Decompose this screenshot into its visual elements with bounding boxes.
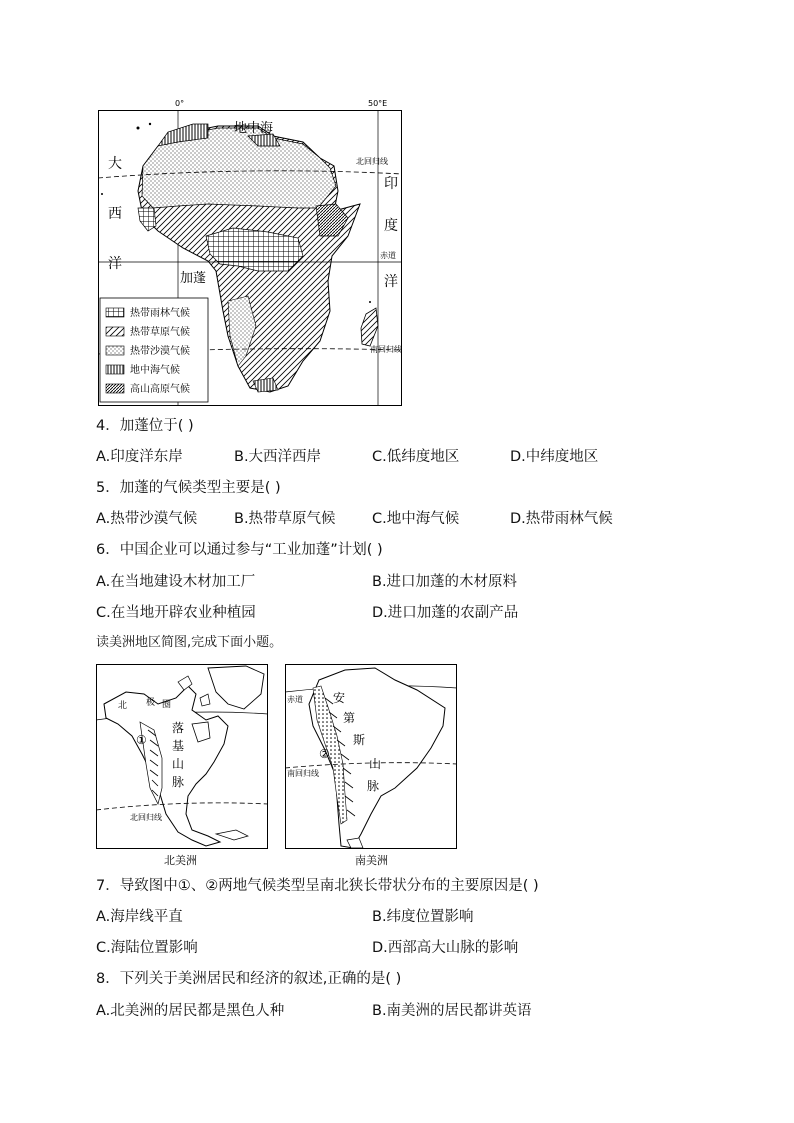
sa-equator-label: 赤道 bbox=[287, 695, 303, 704]
gabon-label: 加蓬 bbox=[180, 271, 207, 286]
q4-option-b[interactable]: B.大西洋西岸 bbox=[234, 449, 322, 465]
atlantic-char-2: 西 bbox=[108, 206, 122, 222]
q7-option-a[interactable]: A.海岸线平直 bbox=[96, 909, 183, 925]
tropic-south-label: 南回归线 bbox=[370, 345, 402, 354]
q5-option-a[interactable]: A.热带沙漠气候 bbox=[96, 511, 198, 527]
question-5-stem: 5．加蓬的气候类型主要是( ) bbox=[96, 480, 281, 496]
indian-char-1: 印 bbox=[384, 176, 398, 192]
q4-option-c[interactable]: C.低纬度地区 bbox=[372, 449, 460, 465]
legend-swatch-desert bbox=[106, 346, 124, 355]
north-america-map bbox=[96, 664, 268, 868]
lon-50-label: 50°E bbox=[368, 99, 388, 108]
sa-tropic-label: 南回归线 bbox=[287, 769, 319, 778]
na-caption: 北美洲 bbox=[164, 854, 197, 867]
legend-rainforest: 热带雨林气候 bbox=[130, 308, 190, 319]
arctic-char-1: 北 bbox=[118, 701, 128, 711]
indian-char-3: 洋 bbox=[384, 274, 398, 290]
question-8-stem: 8．下列关于美洲居民和经济的叙述,正确的是( ) bbox=[96, 971, 402, 987]
rocky-char-2: 基 bbox=[172, 739, 185, 753]
q5-option-b[interactable]: B.热带草原气候 bbox=[234, 511, 336, 527]
sa-caption: 南美洲 bbox=[355, 854, 388, 867]
q5-option-d[interactable]: D.热带雨林气候 bbox=[510, 511, 613, 527]
legend-mediterranean: 地中海气候 bbox=[130, 365, 180, 376]
legend-swatch-mediterranean bbox=[106, 365, 124, 374]
legend-desert: 热带沙漠气候 bbox=[130, 346, 190, 357]
section-intro: 读美洲地区简图,完成下面小题。 bbox=[96, 635, 283, 650]
legend-highland: 高山高原气候 bbox=[130, 384, 190, 395]
legend-swatch-rainforest bbox=[106, 308, 124, 317]
andes-char-3: 斯 bbox=[353, 733, 366, 747]
atlantic-char-3: 洋 bbox=[108, 256, 122, 272]
sa-marker-2: ② bbox=[319, 747, 330, 761]
q5-option-c[interactable]: C.地中海气候 bbox=[372, 511, 460, 527]
lon-0-label: 0° bbox=[175, 99, 185, 108]
q8-option-b[interactable]: B.南美洲的居民都讲英语 bbox=[372, 1003, 532, 1019]
tropic-north-label: 北回归线 bbox=[356, 157, 388, 166]
andes-char-2: 第 bbox=[343, 711, 356, 725]
q4-option-d[interactable]: D.中纬度地区 bbox=[510, 449, 599, 465]
q7-option-d[interactable]: D.西部高大山脉的影响 bbox=[372, 940, 519, 956]
na-marker-1: ① bbox=[136, 733, 147, 747]
q6-option-a[interactable]: A.在当地建设木材加工厂 bbox=[96, 574, 256, 590]
legend-swatch-savanna bbox=[106, 327, 124, 336]
question-7-stem: 7．导致图中①、②两地气候类型呈南北狭长带状分布的主要原因是( ) bbox=[96, 878, 539, 894]
andes-char-1: 安 bbox=[333, 691, 346, 705]
africa-climate-map bbox=[98, 96, 402, 406]
q6-option-b[interactable]: B.进口加蓬的木材原料 bbox=[372, 574, 518, 590]
na-tropic-label: 北回归线 bbox=[130, 813, 162, 822]
atlantic-char-1: 大 bbox=[108, 156, 122, 172]
q7-option-b[interactable]: B.纬度位置影响 bbox=[372, 909, 474, 925]
south-america-map bbox=[285, 664, 457, 868]
q7-option-c[interactable]: C.海陆位置影响 bbox=[96, 940, 198, 956]
mediterranean-label: 地中海 bbox=[234, 121, 274, 136]
legend-swatch-highland bbox=[106, 384, 124, 393]
indian-char-2: 度 bbox=[384, 218, 398, 234]
arctic-char-3: 圈 bbox=[162, 700, 172, 710]
q4-option-a[interactable]: A.印度洋东岸 bbox=[96, 449, 183, 465]
arctic-char-2: 极 bbox=[146, 698, 156, 708]
equator-label: 赤道 bbox=[380, 251, 396, 260]
q6-option-d[interactable]: D.进口加蓬的农副产品 bbox=[372, 605, 519, 621]
question-6-stem: 6．中国企业可以通过参与“工业加蓬”计划( ) bbox=[96, 542, 383, 558]
legend-savanna: 热带草原气候 bbox=[130, 327, 190, 338]
rocky-char-1: 落 bbox=[172, 721, 185, 735]
q6-option-c[interactable]: C.在当地开辟农业种植园 bbox=[96, 605, 256, 621]
rocky-char-3: 山 bbox=[172, 757, 185, 771]
question-4-stem: 4．加蓬位于( ) bbox=[96, 418, 194, 434]
andes-char-4: 山 bbox=[369, 757, 382, 771]
andes-char-5: 脉 bbox=[367, 779, 380, 793]
q8-option-a[interactable]: A.北美洲的居民都是黑色人种 bbox=[96, 1003, 285, 1019]
rocky-char-4: 脉 bbox=[172, 775, 185, 789]
